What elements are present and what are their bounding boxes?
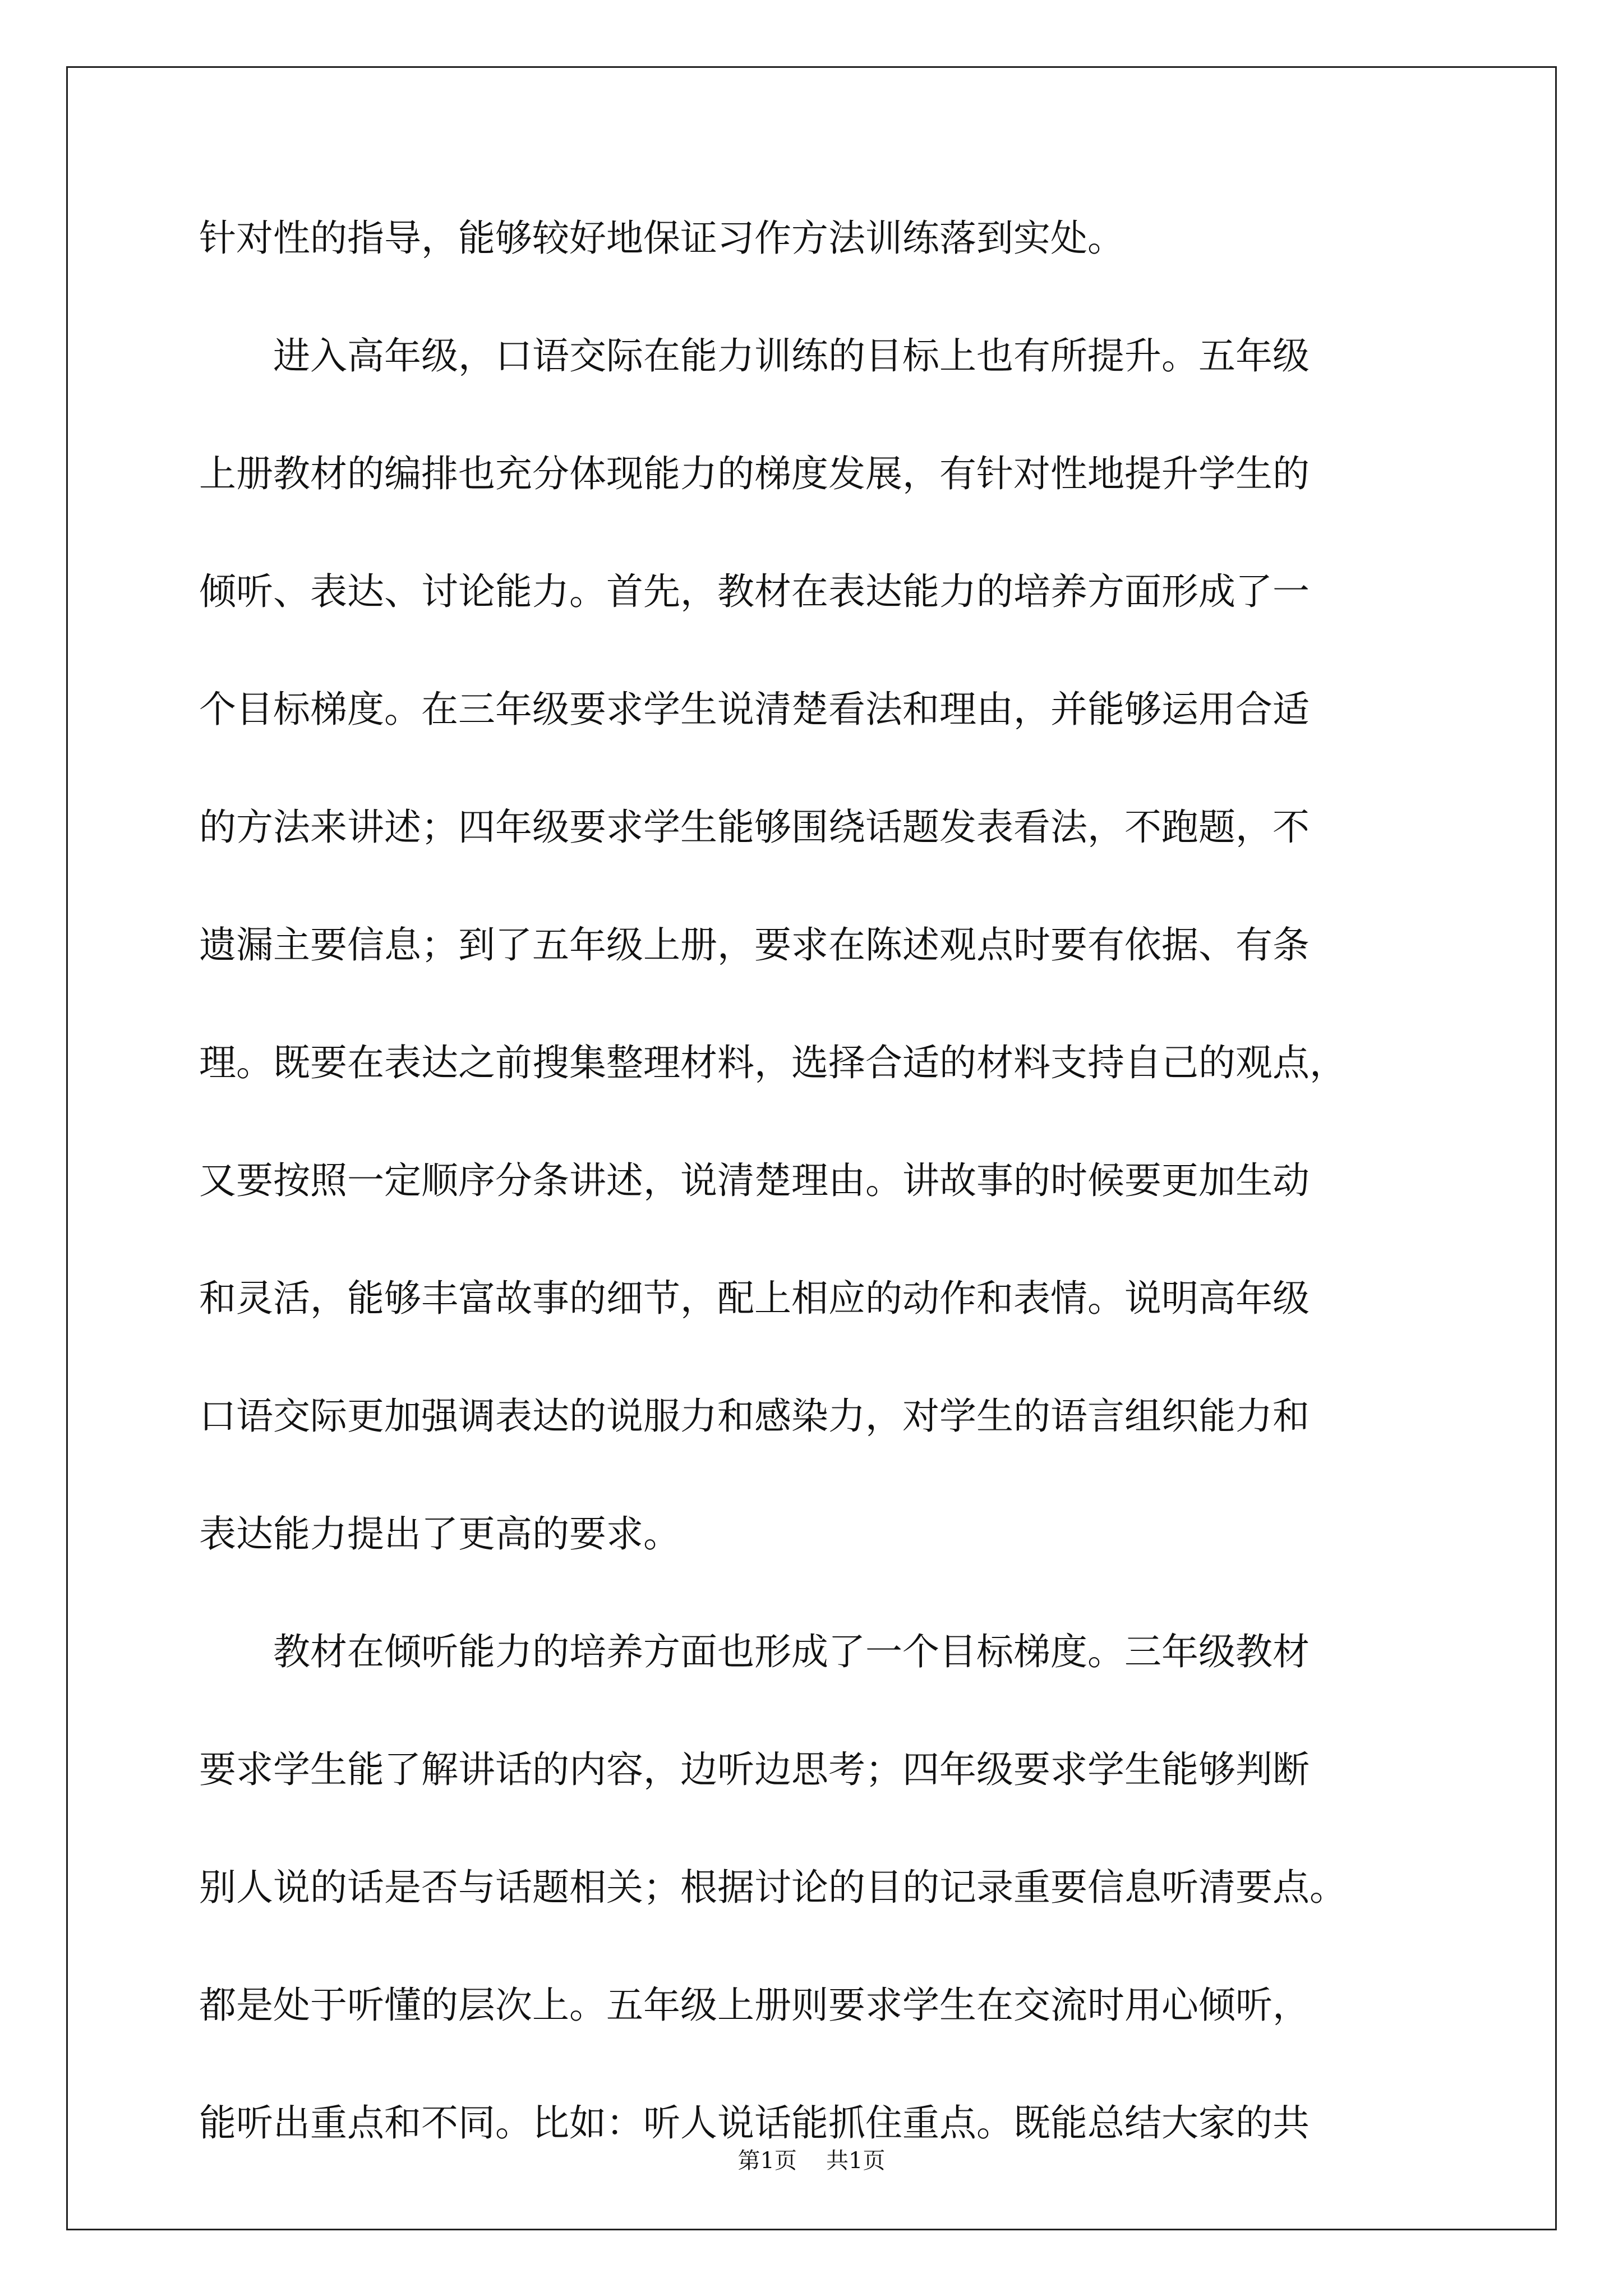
body-line-4: 倾听、表达、讨论能力。首先，教材在表达能力的培养方面形成了一	[199, 570, 1310, 613]
body-line-10: 和灵活，能够丰富故事的细节，配上相应的动作和表情。说明高年级	[199, 1277, 1310, 1320]
body-line-17: 能听出重点和不同。比如：听人说话能抓住重点。既能总结大家的共	[199, 2101, 1310, 2145]
body-line-14: 要求学生能了解讲话的内容，边听边思考；四年级要求学生能够判断	[199, 1748, 1310, 1791]
body-line-5: 个目标梯度。在三年级要求学生说清楚看法和理由，并能够运用合适	[199, 688, 1310, 731]
page-total-label: 共1页	[826, 2148, 886, 2174]
page-footer	[0, 2150, 1623, 2172]
body-line-1: 针对性的指导，能够较好地保证习作方法训练落到实处。	[199, 217, 1124, 260]
body-line-15: 别人说的话是否与话题相关；根据讨论的目的记录重要信息听清要点。	[199, 1866, 1347, 1909]
body-line-3: 上册教材的编排也充分体现能力的梯度发展，有针对性地提升学生的	[199, 452, 1310, 495]
page-number-label: 第1页	[737, 2148, 797, 2174]
body-line-13: 教材在倾听能力的培养方面也形成了一个目标梯度。三年级教材	[199, 1630, 1310, 1673]
body-line-9: 又要按照一定顺序分条讲述，说清楚理由。讲故事的时候要更加生动	[199, 1159, 1310, 1202]
body-line-6: 的方法来讲述；四年级要求学生能够围绕话题发表看法，不跑题，不	[199, 806, 1310, 849]
body-line-16: 都是处于听懂的层次上。五年级上册则要求学生在交流时用心倾听，	[199, 1984, 1310, 2027]
body-line-12: 表达能力提出了更高的要求。	[199, 1512, 680, 1556]
body-line-11: 口语交际更加强调表达的说服力和感染力，对学生的语言组织能力和	[199, 1395, 1310, 1438]
body-line-8: 理。既要在表达之前搜集整理材料，选择合适的材料支持自己的观点，	[199, 1041, 1347, 1084]
body-line-2: 进入高年级，口语交际在能力训练的目标上也有所提升。五年级	[199, 334, 1310, 378]
body-line-7: 遗漏主要信息；到了五年级上册，要求在陈述观点时要有依据、有条	[199, 923, 1310, 967]
